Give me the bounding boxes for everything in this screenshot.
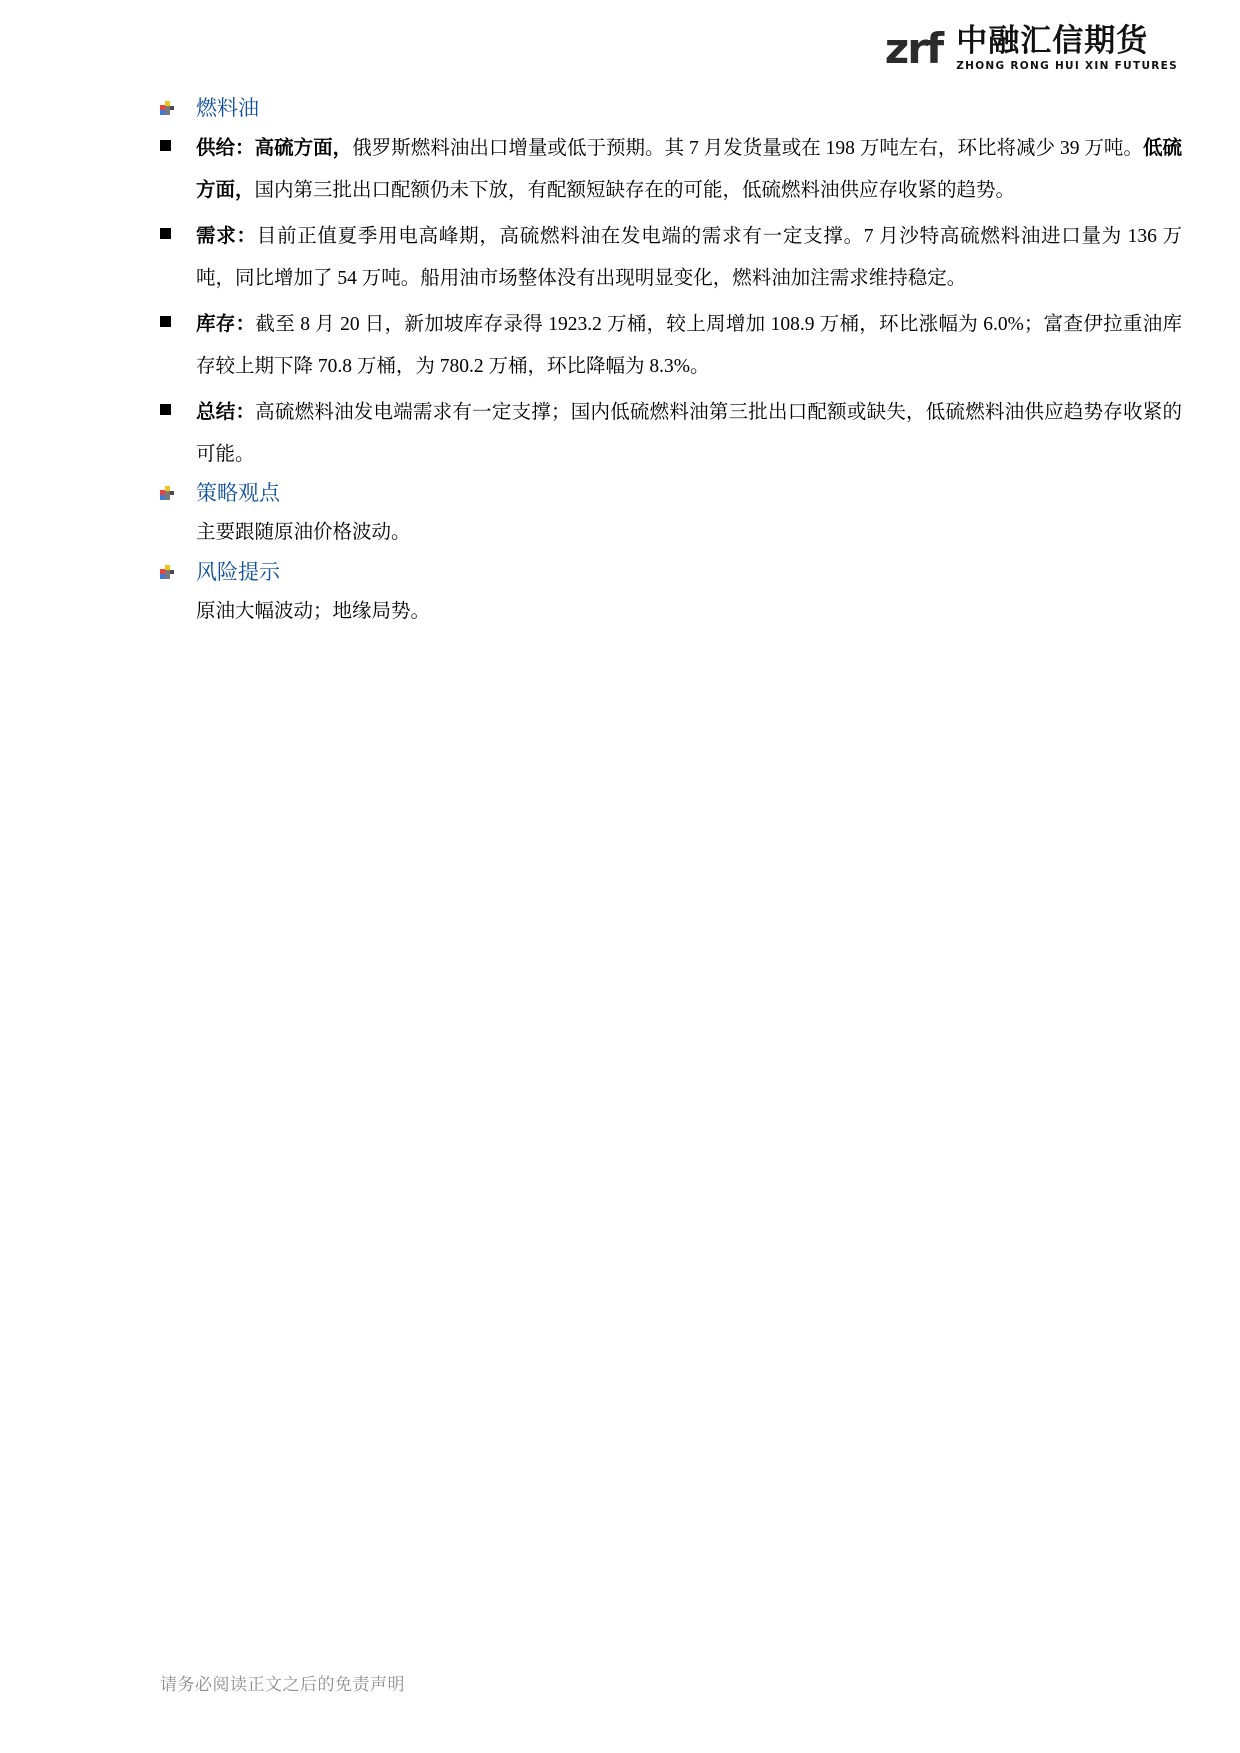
plus-bullet-icon bbox=[160, 565, 174, 581]
bullet-demand-label: 需求： bbox=[196, 226, 257, 248]
bullet-demand-text bbox=[196, 216, 1182, 300]
risk-paragraph: 原油大幅波动；地缘局势。 bbox=[196, 601, 431, 623]
bullet-supply-lead-2: 低硫方面， bbox=[196, 138, 1182, 202]
bullet-summary-text bbox=[196, 392, 1182, 476]
section-heading-strategy bbox=[0, 480, 1240, 507]
bullet-inventory-body: 截至 8 月 20 日，新加坡库存录得 1923.2 万桶，较上周增加 108.9 万桶，环比涨幅为 6.0%；富查伊拉重油库存较上期下降 70.8 万桶，为 780.2 万桶，环比降幅为 8.3%。 bbox=[196, 313, 1182, 377]
section-heading-label: 策略观点 bbox=[196, 480, 280, 505]
plus-bullet-icon bbox=[160, 486, 174, 502]
logo-mark-text: zrf bbox=[884, 23, 943, 73]
logo-company-name-cn: 中融汇信期货 bbox=[956, 23, 1149, 59]
bullet-inventory bbox=[0, 304, 1240, 388]
section-heading-risk bbox=[0, 559, 1240, 586]
bullet-summary-label: 总结： bbox=[196, 401, 256, 423]
bullet-demand bbox=[0, 216, 1240, 300]
square-bullet-icon bbox=[160, 228, 171, 239]
bullet-supply-lead: 高硫方面， bbox=[254, 138, 353, 160]
company-logo bbox=[884, 23, 1178, 73]
plus-bullet-icon bbox=[160, 101, 174, 117]
square-bullet-icon bbox=[160, 316, 171, 327]
logo-company-name-en: ZHONG RONG HUI XIN FUTURES bbox=[956, 60, 1178, 72]
bullet-demand-body: 目前正值夏季用电高峰期，高硫燃料油在发电端的需求有一定支撑。7 月沙特高硫燃料油进口量为 136 万吨，同比增加了 54 万吨。船用油市场整体没有出现明显变化，燃料油加注需求维持稳定。 bbox=[196, 226, 1182, 290]
section-heading-label: 风险提示 bbox=[196, 559, 280, 584]
bullet-summary bbox=[0, 392, 1240, 476]
bullet-inventory-text bbox=[196, 304, 1182, 388]
document-content bbox=[0, 95, 1240, 634]
bullet-supply bbox=[0, 128, 1240, 212]
bullet-supply-text bbox=[196, 128, 1182, 212]
bullet-supply-body-2: 国内第三批出口配额仍未下放，有配额短缺存在的可能，低硫燃料油供应存收紧的趋势。 bbox=[254, 180, 1016, 202]
bullet-supply-label: 供给： bbox=[196, 138, 255, 160]
section-heading-label: 燃料油 bbox=[196, 96, 259, 120]
logo-wordmark bbox=[956, 23, 1178, 72]
strategy-paragraph: 主要跟随原油价格波动。 bbox=[196, 521, 411, 543]
square-bullet-icon bbox=[160, 404, 171, 415]
bullet-inventory-label: 库存： bbox=[196, 313, 256, 335]
logo-mark bbox=[884, 23, 943, 73]
bullet-supply-body-1: 俄罗斯燃料油出口增量或低于预期。其 7 月发货量或在 198 万吨左右，环比将减少 39 万吨。 bbox=[352, 138, 1143, 160]
bullet-summary-body: 高硫燃料油发电端需求有一定支撑；国内低硫燃料油第三批出口配额或缺失，低硫燃料油供应趋势存收紧的可能。 bbox=[196, 401, 1182, 465]
footer-disclaimer: 请务必阅读正文之后的免责声明 bbox=[160, 1675, 405, 1695]
section-heading-fuel-oil bbox=[0, 95, 1240, 122]
square-bullet-icon bbox=[160, 140, 171, 151]
